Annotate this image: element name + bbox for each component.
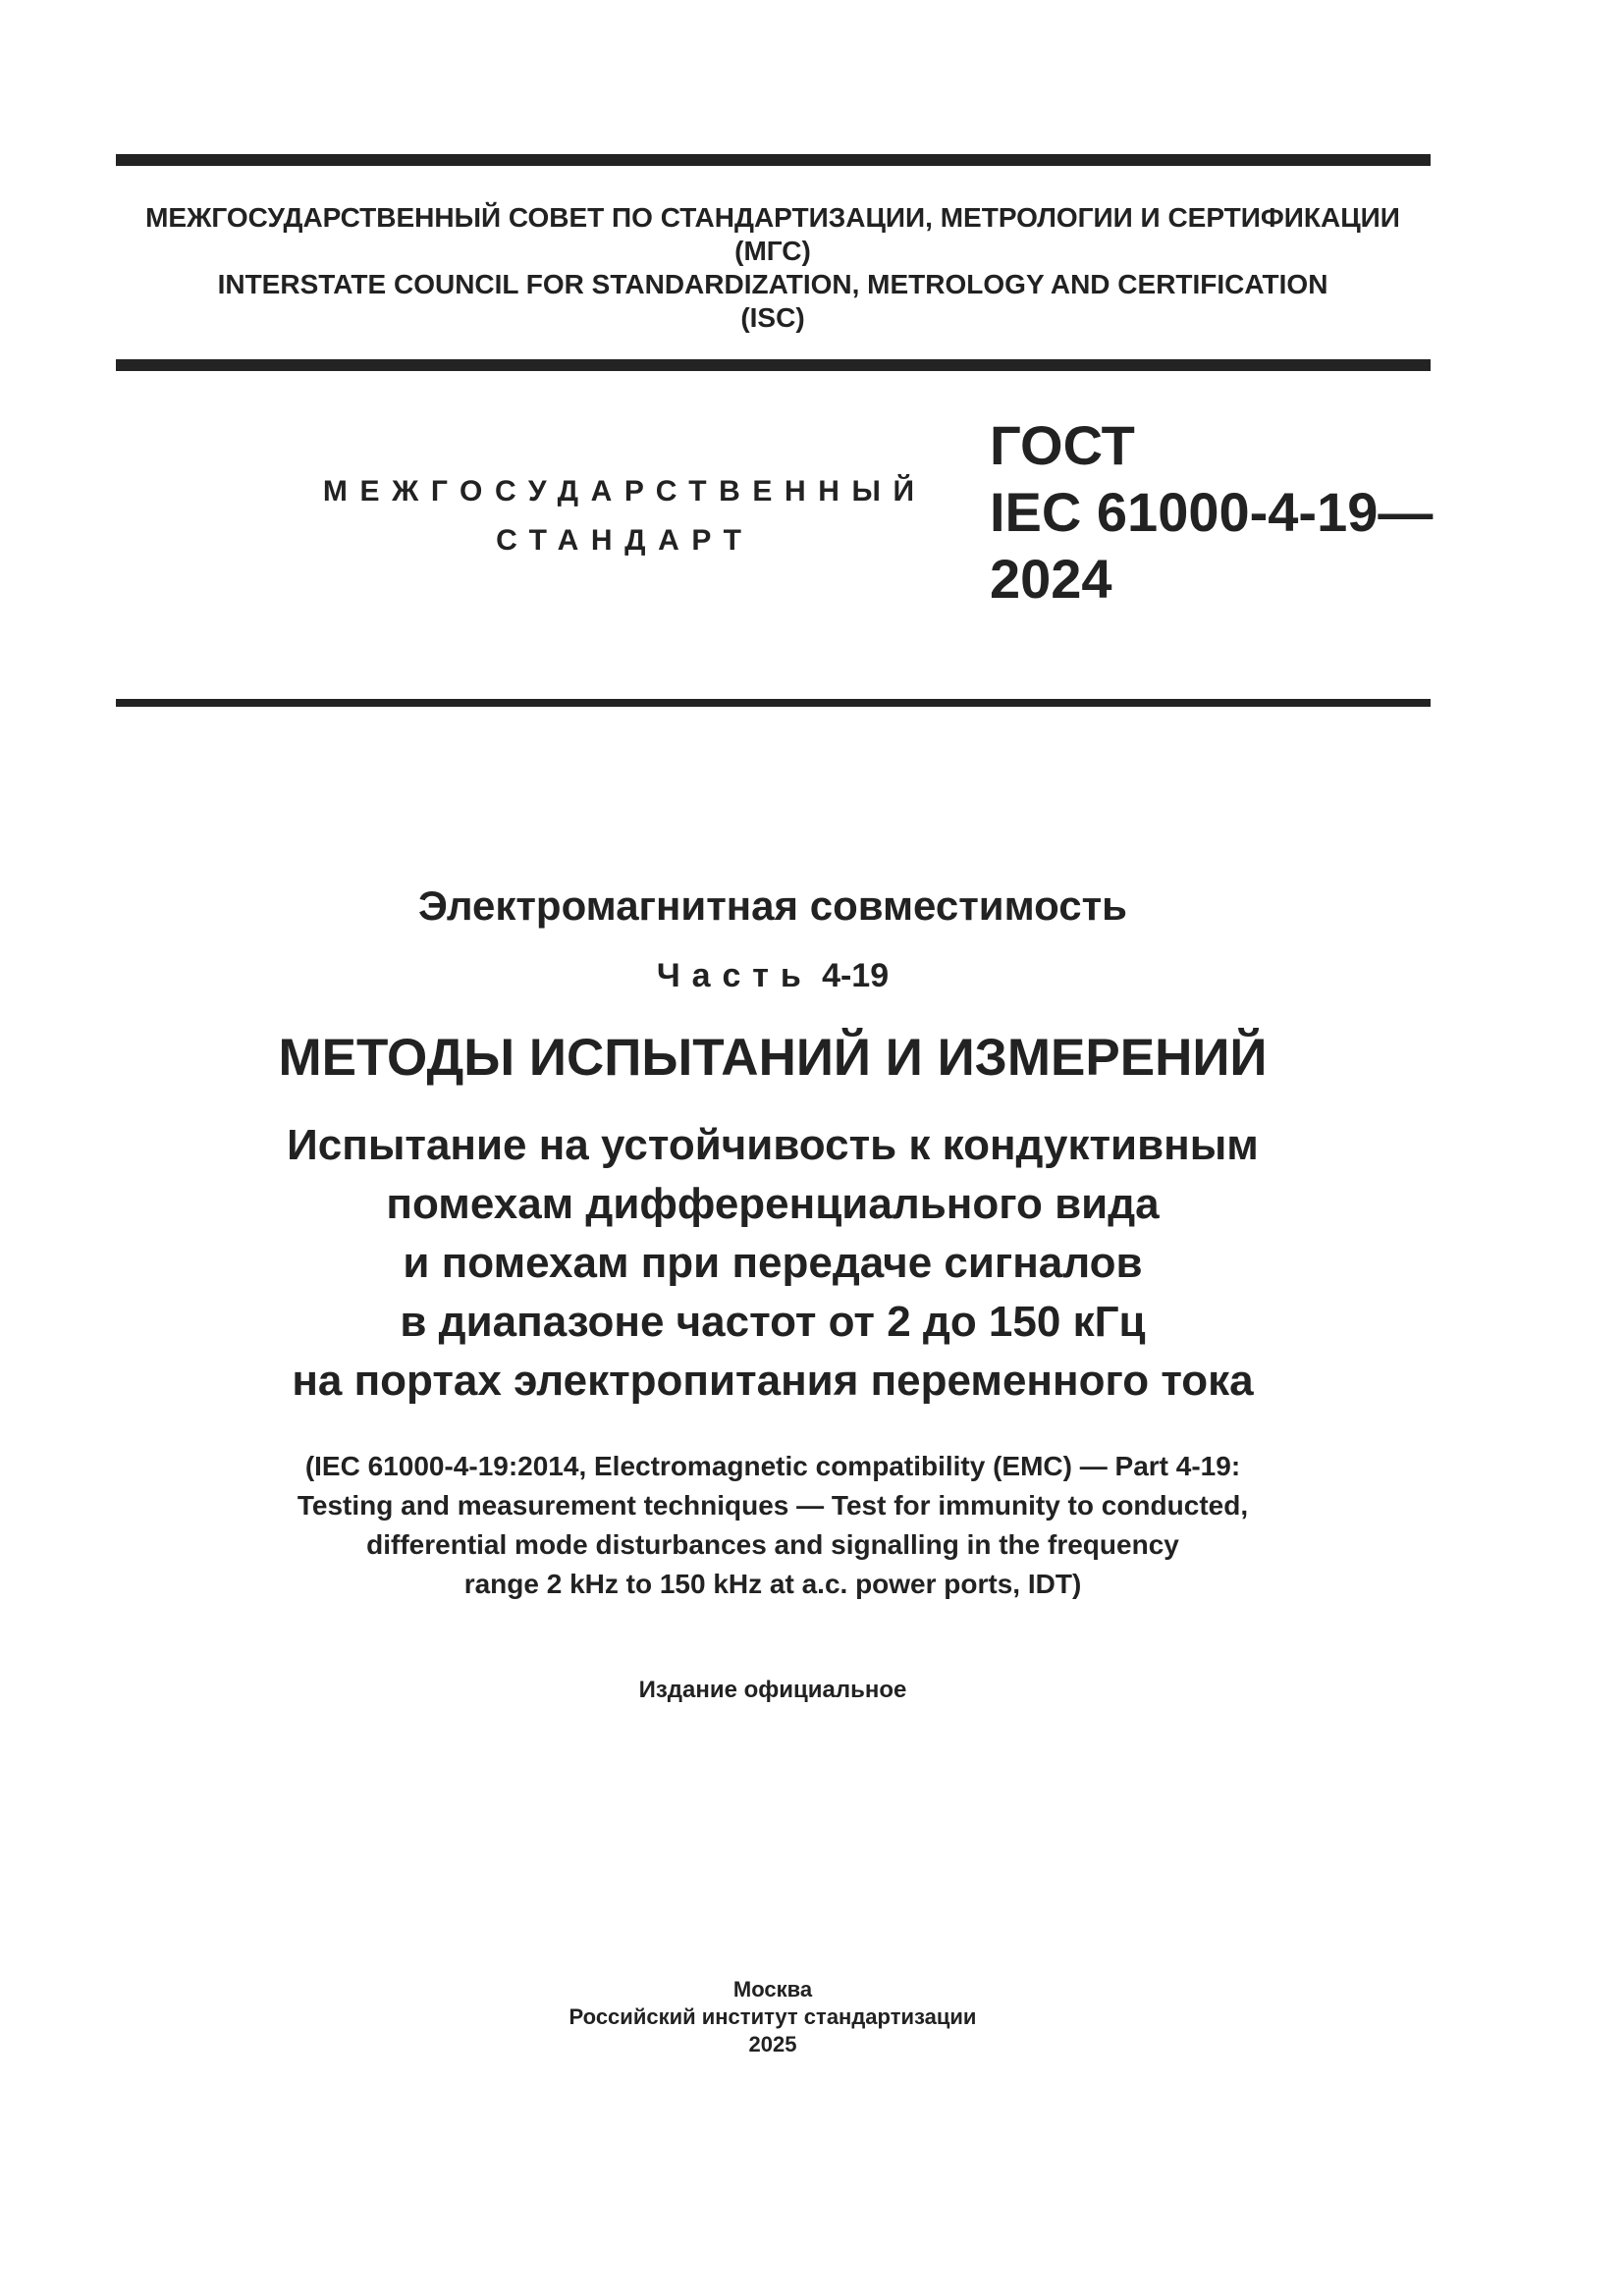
standard-type-line-2: СТАНДАРТ	[496, 524, 754, 557]
subtitle-line: на портах электропитания переменного тока	[292, 1357, 1254, 1405]
part-number: 4-19	[822, 957, 890, 994]
standard-type-label	[295, 467, 943, 565]
part-heading	[0, 956, 1545, 995]
methods-heading: МЕТОДЫ ИСПЫТАНИЙ И ИЗМЕРЕНИЙ	[278, 1029, 1268, 1087]
english-title	[0, 1447, 1545, 1604]
council-abbr-ru: (МГС)	[734, 236, 811, 266]
council-abbr-en: (ISC)	[740, 302, 805, 333]
english-title-line: differential mode disturbances and signalling in the frequency	[366, 1529, 1179, 1560]
designation-number: IEC 61000-4-19—	[990, 481, 1434, 543]
designation-prefix: ГОСТ	[990, 414, 1135, 476]
english-title-line: range 2 kHz to 150 kHz at a.c. power ports, IDT)	[463, 1569, 1082, 1599]
council-name-en: INTERSTATE COUNCIL FOR STANDARDIZATION, METROLOGY AND CERTIFICATION	[217, 269, 1328, 299]
english-title-line: Testing and measurement techniques — Test for immunity to conducted,	[297, 1490, 1249, 1521]
part-word: Часть	[656, 957, 813, 994]
council-header	[0, 201, 1545, 335]
top-rule	[116, 154, 1431, 166]
subtitle-line: помехам дифференциального вида	[386, 1180, 1160, 1228]
standard-type-line-1: МЕЖГОСУДАРСТВЕННЫЙ	[322, 475, 927, 507]
council-name-ru: МЕЖГОСУДАРСТВЕННЫЙ СОВЕТ ПО СТАНДАРТИЗАЦИИ, МЕТРОЛОГИИ И СЕРТИФИКАЦИИ	[145, 202, 1400, 233]
publisher-name: Российский институт стандартизации	[568, 2004, 977, 2029]
middle-rule	[116, 359, 1431, 371]
publisher-year: 2025	[748, 2032, 797, 2056]
english-title-line: (IEC 61000-4-19:2014, Electromagnetic compatibility (EMC) — Part 4-19:	[304, 1451, 1241, 1481]
subtitle-line: в диапазоне частот от 2 до 150 кГц	[400, 1298, 1146, 1346]
publisher-block	[0, 1976, 1545, 2058]
publisher-city: Москва	[732, 1977, 813, 2002]
standard-field-title: Электромагнитная совместимость	[418, 882, 1127, 929]
edition-label: Издание официальное	[638, 1677, 907, 1703]
subtitle-line: и помехам при передаче сигналов	[403, 1239, 1143, 1287]
designation-year: 2024	[990, 548, 1112, 610]
subtitle	[0, 1116, 1545, 1411]
bottom-rule	[116, 699, 1431, 707]
standard-designation	[990, 412, 1433, 613]
subtitle-line: Испытание на устойчивость к кондуктивным	[287, 1121, 1259, 1169]
